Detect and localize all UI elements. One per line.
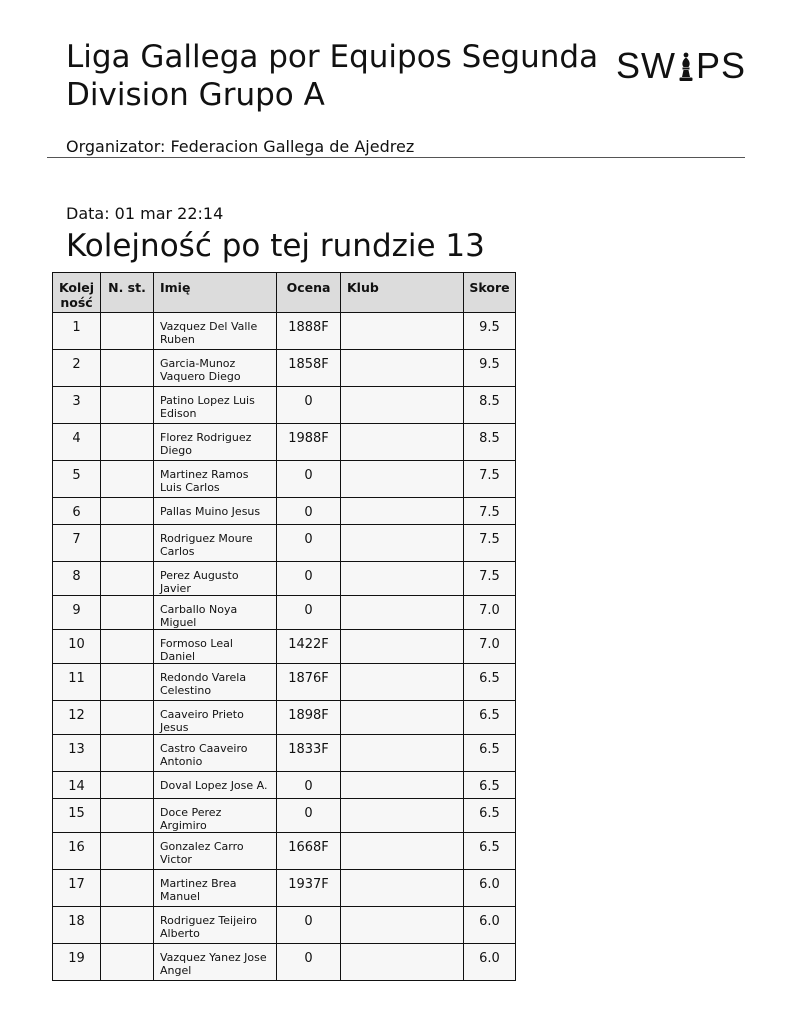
club-cell: [341, 664, 464, 701]
table-row: [53, 596, 516, 630]
table-row: [53, 387, 516, 424]
table-body: [53, 313, 516, 981]
rating-cell: 1888F: [277, 313, 341, 350]
header-divider: [47, 157, 745, 158]
club-cell: [341, 735, 464, 772]
player-name-cell: Rodriguez Teijeiro Alberto: [154, 907, 277, 944]
organizer-line: Organizator: Federacion Gallega de Ajedrez: [66, 137, 415, 156]
table-row: [53, 461, 516, 498]
table-row: [53, 664, 516, 701]
table-row: [53, 498, 516, 525]
start-no-cell: [101, 701, 154, 735]
player-name-cell: Gonzalez Carro Victor: [154, 833, 277, 870]
club-cell: [341, 701, 464, 735]
club-cell: [341, 799, 464, 833]
player-name-cell: Martinez Ramos Luis Carlos: [154, 461, 277, 498]
start-no-cell: [101, 596, 154, 630]
player-name-cell: Garcia-Munoz Vaquero Diego: [154, 350, 277, 387]
report-date: Data: 01 mar 22:14: [66, 204, 224, 223]
rating-cell: 1422F: [277, 630, 341, 664]
rating-cell: 1988F: [277, 424, 341, 461]
score-cell: 8.5: [464, 424, 516, 461]
club-cell: [341, 833, 464, 870]
score-cell: 7.5: [464, 525, 516, 562]
table-row: [53, 944, 516, 981]
rank-cell: 11: [53, 664, 101, 701]
rating-cell: 1937F: [277, 870, 341, 907]
rank-cell: 3: [53, 387, 101, 424]
score-cell: 6.5: [464, 735, 516, 772]
player-name-cell: Patino Lopez Luis Edison: [154, 387, 277, 424]
start-no-cell: [101, 461, 154, 498]
start-no-cell: [101, 907, 154, 944]
table-row: [53, 525, 516, 562]
table-row: [53, 350, 516, 387]
club-cell: [341, 350, 464, 387]
table-row: [53, 630, 516, 664]
score-cell: 6.0: [464, 870, 516, 907]
column-header-rank: Kolej ność: [53, 273, 101, 313]
player-name-cell: Caaveiro Prieto Jesus: [154, 701, 277, 735]
rating-cell: 0: [277, 596, 341, 630]
score-cell: 7.5: [464, 498, 516, 525]
club-cell: [341, 562, 464, 596]
rating-cell: 1898F: [277, 701, 341, 735]
table-row: [53, 735, 516, 772]
player-name-cell: Perez Augusto Javier: [154, 562, 277, 596]
player-name-cell: Florez Rodriguez Diego: [154, 424, 277, 461]
rating-cell: 0: [277, 461, 341, 498]
rating-cell: 1876F: [277, 664, 341, 701]
rating-cell: 0: [277, 907, 341, 944]
rating-cell: 1858F: [277, 350, 341, 387]
score-cell: 7.5: [464, 562, 516, 596]
logo-text-right: PS: [696, 45, 747, 86]
score-cell: 7.0: [464, 596, 516, 630]
start-no-cell: [101, 664, 154, 701]
table-row: [53, 313, 516, 350]
table-row: [53, 701, 516, 735]
club-cell: [341, 387, 464, 424]
club-cell: [341, 313, 464, 350]
score-cell: 9.5: [464, 313, 516, 350]
start-no-cell: [101, 772, 154, 799]
rank-cell: 7: [53, 525, 101, 562]
start-no-cell: [101, 833, 154, 870]
rating-cell: 0: [277, 498, 341, 525]
rank-cell: 17: [53, 870, 101, 907]
chess-bishop-icon: [677, 52, 695, 82]
rating-cell: 0: [277, 525, 341, 562]
player-name-cell: Vazquez Del Valle Ruben: [154, 313, 277, 350]
standings-table: [52, 272, 516, 981]
table-row: [53, 424, 516, 461]
player-name-cell: Vazquez Yanez Jose Angel: [154, 944, 277, 981]
rank-cell: 9: [53, 596, 101, 630]
club-cell: [341, 630, 464, 664]
player-name-cell: Doval Lopez Jose A.: [154, 772, 277, 799]
rank-cell: 10: [53, 630, 101, 664]
club-cell: [341, 944, 464, 981]
rank-cell: 5: [53, 461, 101, 498]
start-no-cell: [101, 735, 154, 772]
standings-heading: Kolejność po tej rundzie 13: [66, 228, 485, 264]
score-cell: 6.5: [464, 772, 516, 799]
start-no-cell: [101, 313, 154, 350]
club-cell: [341, 498, 464, 525]
rating-cell: 0: [277, 772, 341, 799]
table-row: [53, 907, 516, 944]
club-cell: [341, 525, 464, 562]
rank-cell: 16: [53, 833, 101, 870]
score-cell: 7.0: [464, 630, 516, 664]
start-no-cell: [101, 350, 154, 387]
rank-cell: 15: [53, 799, 101, 833]
club-cell: [341, 424, 464, 461]
column-header-name: Imię: [154, 273, 277, 313]
column-header-rating: Ocena: [277, 273, 341, 313]
score-cell: 6.5: [464, 799, 516, 833]
rating-cell: 0: [277, 944, 341, 981]
rank-cell: 6: [53, 498, 101, 525]
player-name-cell: Carballo Noya Miguel: [154, 596, 277, 630]
rating-cell: 0: [277, 387, 341, 424]
club-cell: [341, 870, 464, 907]
table-row: [53, 870, 516, 907]
score-cell: 6.5: [464, 833, 516, 870]
score-cell: 7.5: [464, 461, 516, 498]
score-cell: 6.0: [464, 944, 516, 981]
table-row: [53, 833, 516, 870]
start-no-cell: [101, 630, 154, 664]
start-no-cell: [101, 870, 154, 907]
rank-cell: 14: [53, 772, 101, 799]
start-no-cell: [101, 562, 154, 596]
player-name-cell: Redondo Varela Celestino: [154, 664, 277, 701]
club-cell: [341, 907, 464, 944]
player-name-cell: Doce Perez Argimiro: [154, 799, 277, 833]
player-name-cell: Pallas Muino Jesus: [154, 498, 277, 525]
rating-cell: 0: [277, 799, 341, 833]
club-cell: [341, 596, 464, 630]
player-name-cell: Formoso Leal Daniel: [154, 630, 277, 664]
rating-cell: 1668F: [277, 833, 341, 870]
rating-cell: 0: [277, 562, 341, 596]
score-cell: 8.5: [464, 387, 516, 424]
score-cell: 9.5: [464, 350, 516, 387]
rating-cell: 1833F: [277, 735, 341, 772]
rank-cell: 12: [53, 701, 101, 735]
column-header-score: Skore: [464, 273, 516, 313]
rank-cell: 1: [53, 313, 101, 350]
player-name-cell: Rodriguez Moure Carlos: [154, 525, 277, 562]
start-no-cell: [101, 799, 154, 833]
rank-cell: 19: [53, 944, 101, 981]
score-cell: 6.5: [464, 701, 516, 735]
rank-cell: 8: [53, 562, 101, 596]
start-no-cell: [101, 387, 154, 424]
rank-cell: 4: [53, 424, 101, 461]
start-no-cell: [101, 498, 154, 525]
club-cell: [341, 461, 464, 498]
score-cell: 6.0: [464, 907, 516, 944]
start-no-cell: [101, 944, 154, 981]
score-cell: 6.5: [464, 664, 516, 701]
logo-text-left: SW: [616, 45, 676, 86]
table-row: [53, 562, 516, 596]
table-row: [53, 799, 516, 833]
table-header-row: [53, 273, 516, 313]
player-name-cell: Martinez Brea Manuel: [154, 870, 277, 907]
column-header-start-no: N. st.: [101, 273, 154, 313]
rank-cell: 13: [53, 735, 101, 772]
rank-cell: 2: [53, 350, 101, 387]
club-cell: [341, 772, 464, 799]
start-no-cell: [101, 424, 154, 461]
rank-cell: 18: [53, 907, 101, 944]
swips-logo: [616, 46, 746, 86]
column-header-club: Klub: [341, 273, 464, 313]
start-no-cell: [101, 525, 154, 562]
tournament-title: Liga Gallega por Equipos Segunda Division Grupo A: [66, 39, 599, 113]
table-row: [53, 772, 516, 799]
player-name-cell: Castro Caaveiro Antonio: [154, 735, 277, 772]
